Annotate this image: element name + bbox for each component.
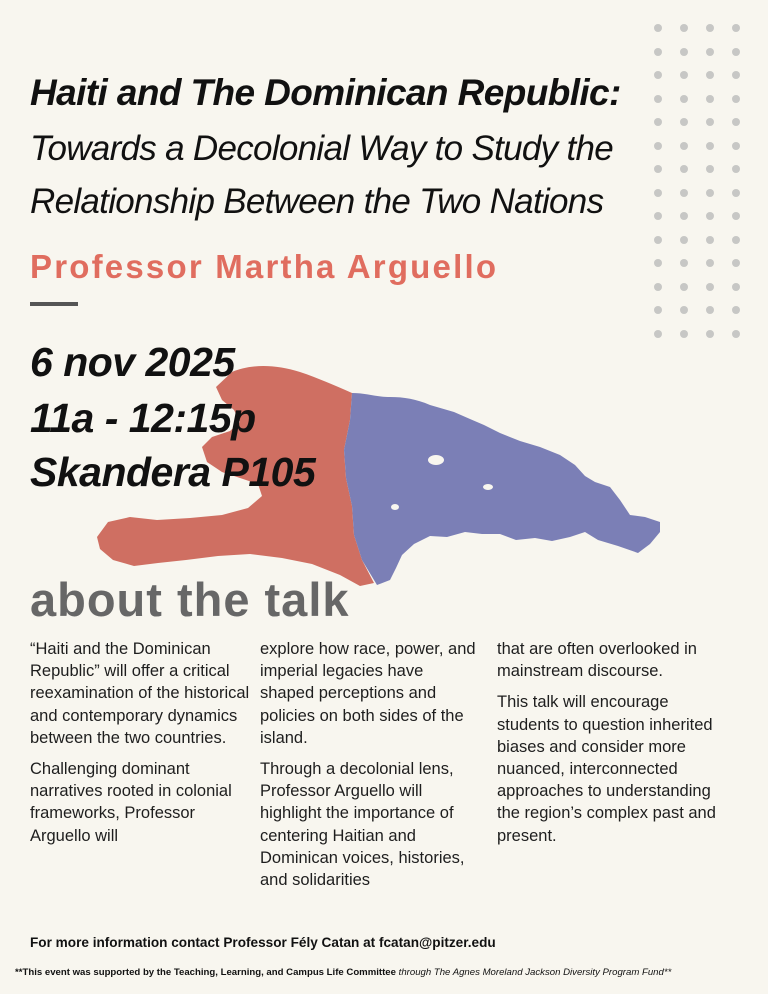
event-date: 6 nov 2025 [30, 339, 235, 385]
dominican-republic-shape [344, 393, 660, 585]
event-title: Haiti and The Dominican Republic: [30, 72, 621, 113]
contact-info: For more information contact Professor Fély Catan at fcatan@pitzer.edu [30, 935, 496, 950]
speaker-name: Professor Martha Arguello [30, 248, 499, 285]
about-column-1 [30, 638, 250, 856]
paragraph: explore how race, power, and imperial legacies have shaped perceptions and policies on both sides of the island. [260, 640, 476, 747]
about-column-3 [497, 638, 717, 856]
sponsor-fund: through The Agnes Moreland Jackson Diversity Program Fund** [398, 967, 672, 978]
lake-shape [428, 455, 444, 465]
paragraph: that are often overlooked in mainstream discourse. [497, 640, 697, 681]
about-heading: about the talk [30, 573, 350, 626]
paragraph: “Haiti and the Dominican Republic” will offer a critical reexamination of the historical and contemporary dynamics between the two countries. [30, 640, 250, 747]
sponsor-committee: **This event was supported by the Teaching, Learning, and Campus Life Committee [15, 967, 396, 978]
event-location: Skandera P105 [30, 449, 316, 495]
about-column-2 [260, 638, 480, 900]
paragraph: Challenging dominant narratives rooted in colonial frameworks, Professor Arguello will [30, 760, 232, 845]
lake-shape [483, 484, 493, 490]
paragraph: This talk will encourage students to question inherited biases and consider more nuanced, interconnected approaches to understanding the region’s complex past and present. [497, 693, 716, 845]
lake-shape [391, 504, 399, 510]
event-time: 11a - 12:15p [30, 395, 256, 441]
sponsor-note [15, 967, 671, 978]
paragraph: Through a decolonial lens, Professor Arguello will highlight the importance of centering Haitian and Dominican voices, histories, and solidarities [260, 760, 465, 890]
event-subtitle: Towards a Decolonial Way to Study the Relationship Between the Two Nations [30, 129, 614, 221]
